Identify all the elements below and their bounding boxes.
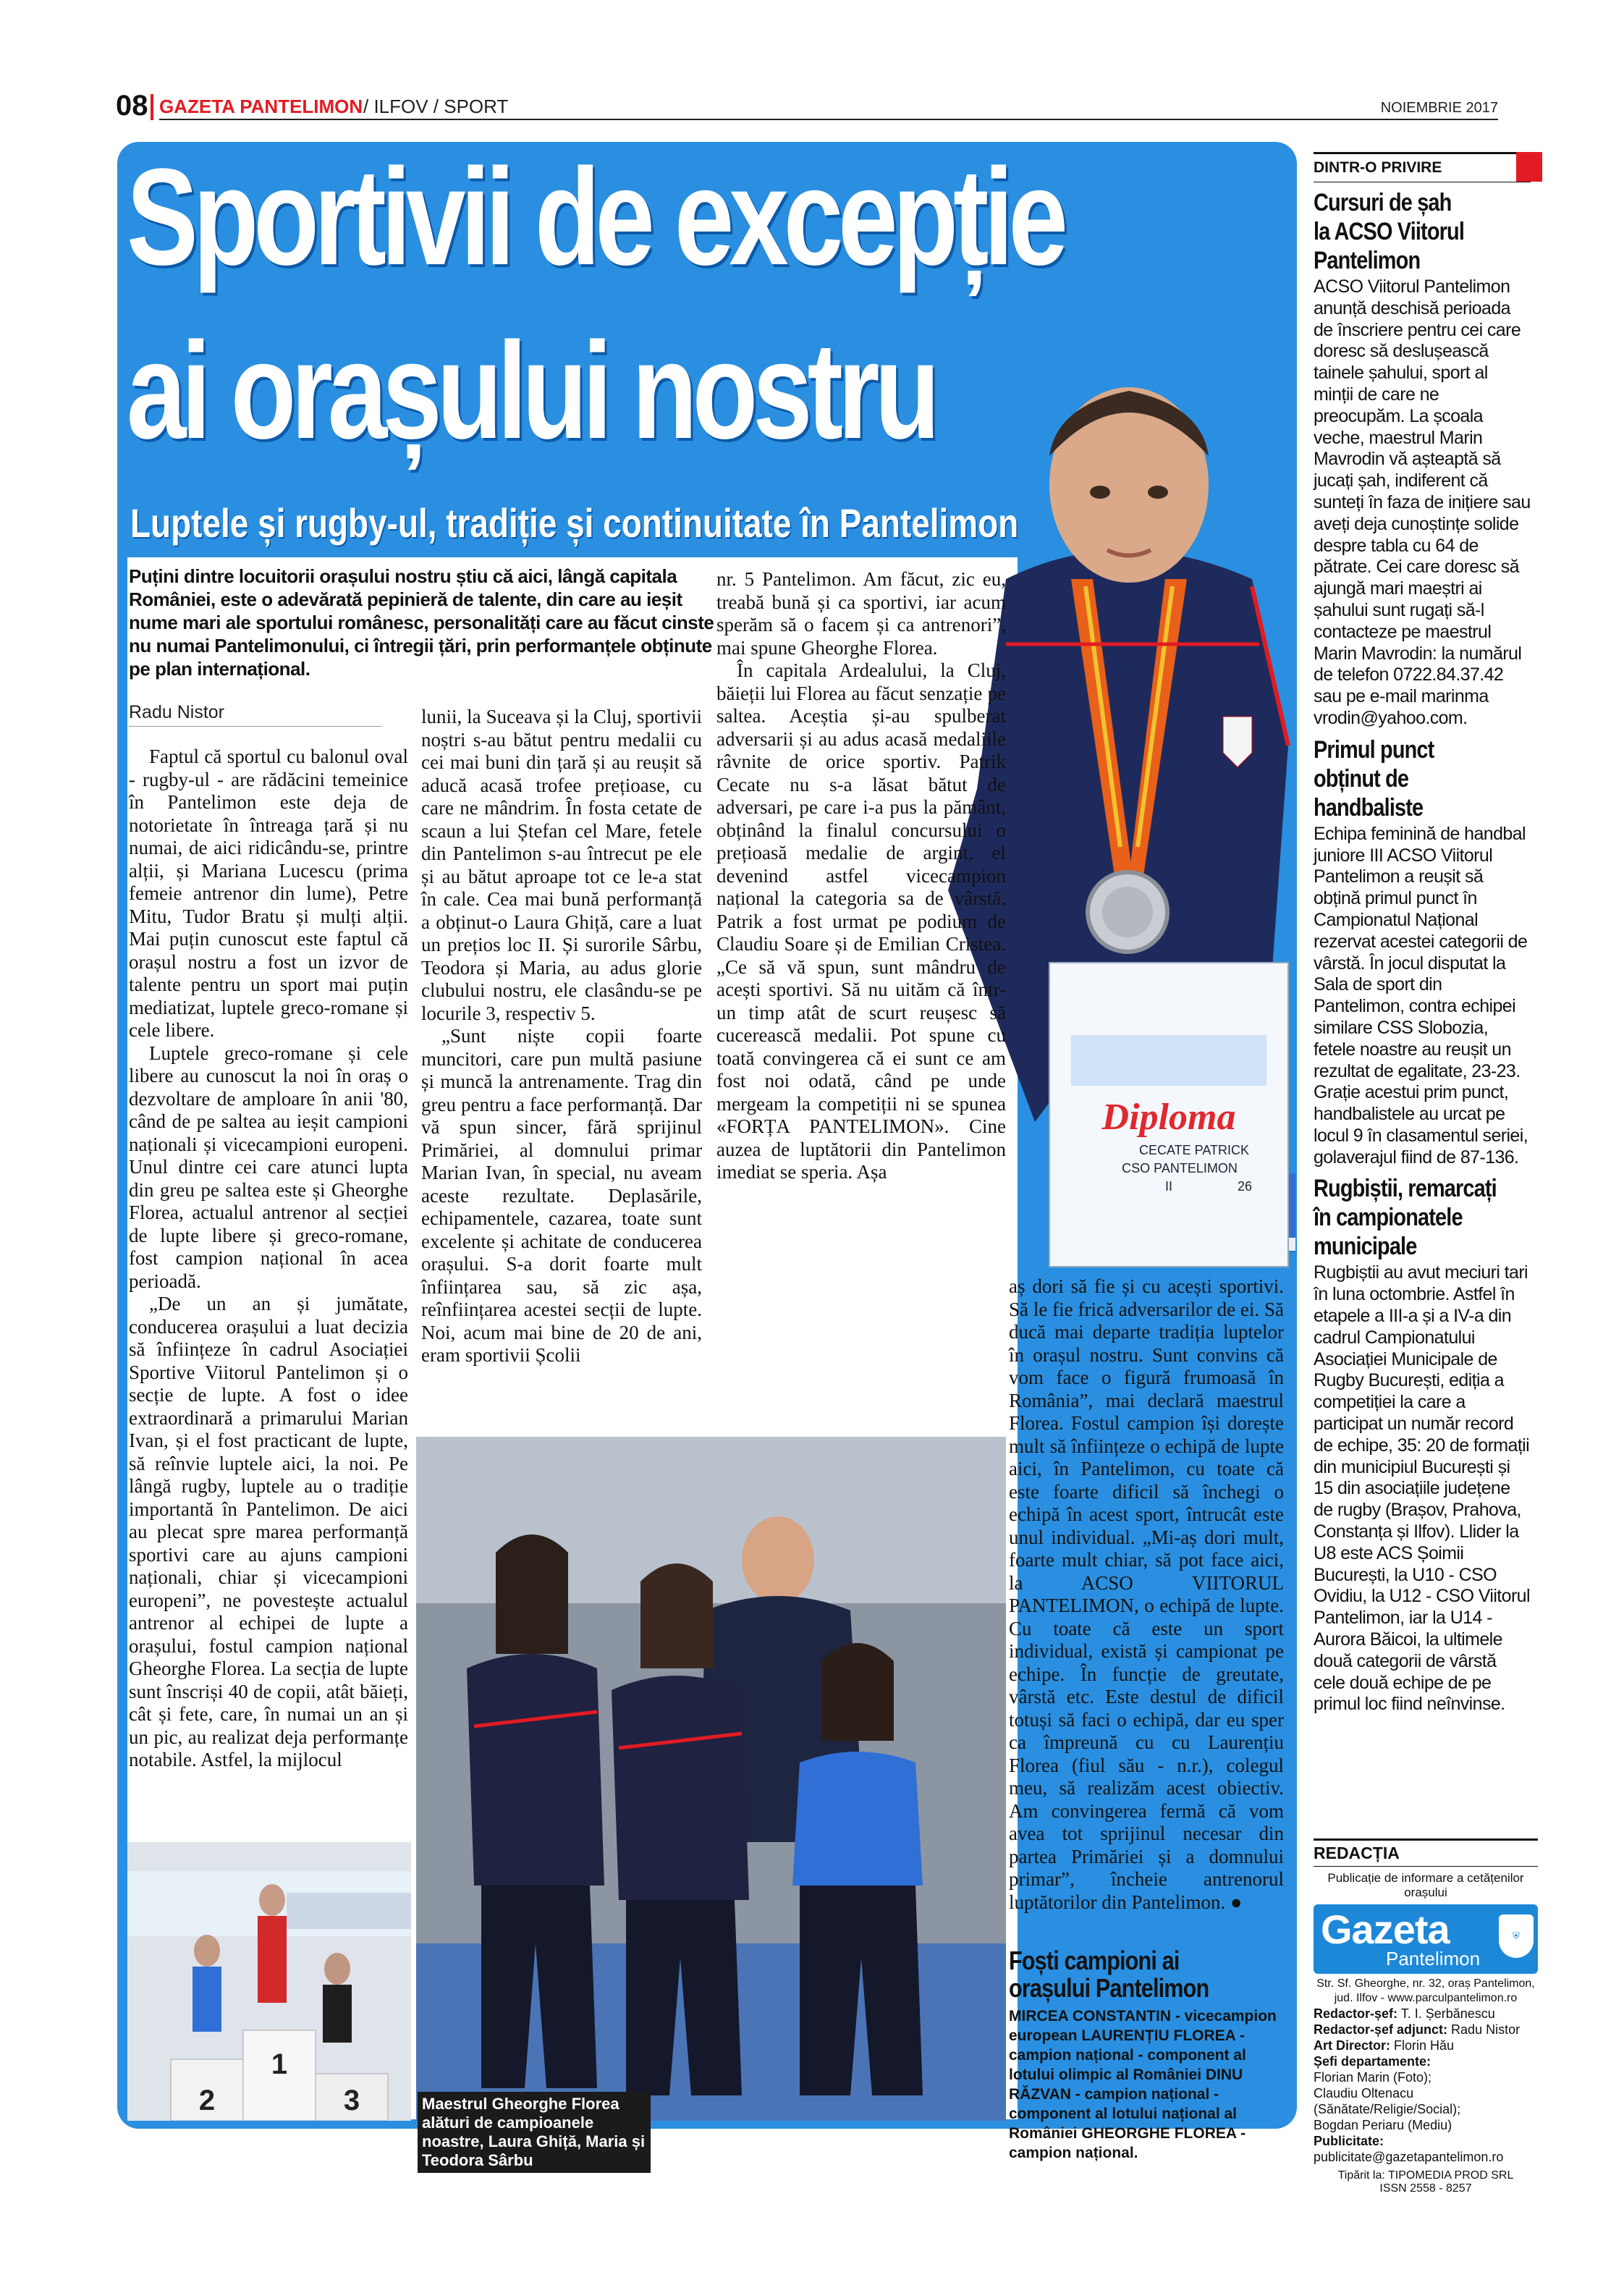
article-title-line-1: Sportivii de excepție	[127, 140, 1063, 294]
gazeta-logo	[1314, 1904, 1538, 1974]
paragraph: Faptul că sportul cu balonul oval - rugby-ul - are rădăcini temeinice în Pantelimon este deja de notorietate în întreaga țară și nu numai, de aici ridicându-se, printre alții, și Mariana Lucescu (prima femeie antrenor din lume), Petre Mitu, Tudor Bratu și mulți alții. Mai puțin cunoscut este faptul că orașul nostru a fost un izvor de talente pentru un sport mai puțin mediatizat, luptele greco-romane și cele libere.	[129, 746, 408, 1041]
paragraph: În capitala Ardealului, la Cluj, băieții lui Florea au făcut senzație pe saltea. Aceștia și-au spulberat adversarii și au adus acasă medaliile râvnite de orice sportiv. Patrik Cecate nu s-a lăsat bătut de adversari, pe care i-a pus la pământ, obținând la finalul concursului o prețioasă medalie de argint, el devenind astfel vicecampion național la categoria sa de vârstă. Patrik a fost urmat pe podium de Claudiu Soare și de Emilian Cristea. „Ce să vă spun, sunt mândru de acești sportivi. Să nu uităm că într-un timp atât de scurt reușesc să cucerească medalii. Pot spune cu toată convingerea că ei sunt ce am fost noi odată, când pe unde mergeam la competiții ni se spunea «FORȚA PANTELIMON». Cine auzea de luptătorii din Pantelimon imediat se speria. Așa	[716, 659, 1006, 1183]
diploma-category: 26	[1238, 1179, 1253, 1194]
article-column-4	[1009, 1275, 1284, 1914]
logo-sub-text: Pantelimon	[1386, 1948, 1481, 1969]
former-champions-list: MIRCEA CONSTANTIN - vicecampion european LAURENȚIU FLOREA - campion național - component al lotului olimpic al României DINU RĂZVAN - campion național - component al lotului național al României GHEORGHE FLOREA - campion național.	[1009, 2008, 1277, 2161]
diploma-name: CECATE PATRICK	[1138, 1143, 1250, 1157]
brief-title-chess-2: la ACSO Viitorul	[1314, 218, 1465, 245]
masthead-title: REDACȚIA	[1314, 1838, 1538, 1867]
paragraph: Luptele greco-romane și cele libere au cunoscut la noi în oraș o dezvoltare de amploare în anii '80, când de pe saltea au ieșit campioni naționali și vicecampioni europeni. Unul dintre cei care atunci lupta din greu pe saltea este și Gheorghe Florea, actualul antrenor al secției de lupte libere și greco-romane, fost campion național în acea perioadă.	[129, 1042, 408, 1292]
section-label: / ILFOV / SPORT	[363, 96, 509, 117]
photo-caption: Maestrul Gheorghe Florea alături de campioanele noastre, Laura Ghiță, Maria și Teodora Sârbu	[418, 2092, 651, 2173]
brief-title-rugby-2: în campionatele	[1314, 1204, 1463, 1232]
city-crest-icon: ⛨	[1499, 1914, 1534, 1958]
paragraph: „Sunt niște copii foarte muncitori, care pun multă pasiune și muncă la antrenamente. Trag din greu pentru a face performanță. Dar vă spun sincer, fără sprijinul Primăriei, al domnului primar Marian Ivan, în special, nu aveam aceste rezultate. Deplasările, echipamentele, cazarea, toate sunt excelente și achitate de conducerea orașului. S-a dorit foarte mult înființarea sau, să zic așa, reînființarea acestei secții de lupte. Noi, acum mai bine de 20 de ani, eram sportivii Școlii	[421, 1025, 702, 1366]
brief-title-handball-2: obținut de	[1314, 764, 1409, 793]
paragraph: lunii, la Suceava și la Cluj, sportivii noștri s-au bătut pentru medalii cu cei mai buni din țară și au reușit să aducă acasă trofee prețioase, cu care ne mândrim. În fosta cetate de scaun a lui Ștefan cel Mare, fetele din Pantelimon s-au întrecut pe ele și au bătut aproape tot ce le-a stat în cale. Cea mai bună performanță a obținut-o Laura Ghiță, care a luat un prețios loc II. Și surorile Sârbu, Teodora și Maria, au adus glorie clubului nostru, ele clasându-se pe locurile 3, respectiv 5.	[421, 706, 702, 1024]
printer-info: Tipărit la: TIPOMEDIA PROD SRL	[1337, 2169, 1514, 2182]
staff-row: Șefi departamente:	[1314, 2054, 1431, 2069]
masthead-tagline: Publicație de informare a cetățenilor orașului	[1327, 1871, 1524, 1899]
brief-title-chess-1: Cursuri de șah	[1314, 189, 1452, 216]
staff-row: Redactor-șef: T. I. Șerbănescu	[1314, 2006, 1495, 2021]
article-lead: Puțini dintre locuitorii orașului nostru știu că aici, lângă capitala României, este o adevărată pepinieră de talente, din care au ieșit nume mari ale sportului românesc, personalități care au făcut cinste nu numai Pantelimonului, ci întregii țări, prin performanțele obținute pe plan internațional.	[129, 565, 714, 680]
diploma-club: CSO PANTELIMON	[1122, 1161, 1238, 1175]
article-column-2	[421, 706, 702, 1367]
brief-title-rugby-3: municipale	[1314, 1233, 1417, 1261]
podium-number-2: 2	[198, 2085, 216, 2116]
brief-text-handball: Echipa feminină de handbal juniore III ACSO Viitorul Pantelimon a reușit să obțină primul punct în Campionatul Național rezervat acestei categorii de vârstă. În jocul disputat la Sala de sport din Pantelimon, contra echipei similare CSS Slobozia, fetele noastre au reușit un rezultat de egalitate, 23-23. Grație acestui prim punct, handbalistele au urcat pe locul 9 în clasamentul seriei, golaverajul fiind de 87-136.	[1314, 823, 1528, 1168]
sidebar-label: DINTR-O PRIVIRE	[1314, 159, 1442, 176]
podium-number-3: 3	[343, 2085, 360, 2116]
diploma-place: II	[1165, 1179, 1173, 1194]
brief-title-handball-3: handbaliste	[1314, 793, 1424, 822]
publication-name: GAZETA PANTELIMON	[159, 96, 363, 117]
article-title-line-2: ai orașului nostru	[127, 314, 936, 468]
logo-main-text: Gazeta	[1321, 1907, 1450, 1952]
page-number: 08	[116, 90, 148, 122]
former-champions-heading-1: Foști campioni ai	[1009, 1946, 1180, 1975]
brief-title-rugby-1: Rugbiștii, remarcați	[1314, 1175, 1497, 1203]
coach-and-girls-photo	[416, 1437, 1006, 2121]
masthead-box	[1314, 1838, 1538, 2195]
paragraph: „De un an și jumătate, conducerea orașului a luat decizia să înființeze în cadrul Asociației Sportive Viitorul Pantelimon și o secție de lupte. A fost o idee extraordinară a primarului Marian Ivan, și el fost practicant de lupte, să reînvie luptele aici, la noi. Pe lângă rugby, luptele au o tradiție importantă în Pantelimon. De aici au plecat spre marea performanță sportivi care au ajuns campioni naționali, chiar și vicecampioni europeni”, ne povestește actualul antrenor al echipei de lupte a orașului, fostul campion național Gheorghe Florea. La secția de lupte sunt înscriși 40 de copii, atât băieți, cât și fete, care, în numai un an și un pic, au realizat deja performanțe notabile. Astfel, la mijlocul	[129, 1293, 408, 1770]
paragraph: nr. 5 Pantelimon. Am făcut, zic eu, treabă bună și ca sportivi, iar acum sperăm să o facem și ca antrenori”, mai spune Gheorghe Florea.	[716, 568, 1006, 659]
header-red-bar	[151, 94, 153, 120]
brief-text-chess: ACSO Viitorul Pantelimon anunță deschisă perioada de înscriere pentru cei care doresc să deslușească tainele șahului, sport al minții de care ne preocupăm. La școala veche, maestrul Marin Mavrodin vă așteaptă să jucați șah, indiferent că sunteți în faza de inițiere sau aveți deja cunoștințe solide despre tabla cu 64 de pătrate. Cei care doresc să ajungă mari maeștri ai șahului sunt rugați să-l contacteze pe maestrul Marin Mavrodin: la numărul de telefon 0722.84.37.42 sau pe e-mail marinma vrodin@yahoo.com.	[1314, 276, 1531, 728]
page-header	[116, 90, 1498, 122]
author-byline: Radu Nistor	[129, 702, 382, 727]
podium-photo	[127, 1842, 411, 2121]
diploma-title: Diploma	[1101, 1097, 1236, 1138]
masthead-address: Str. Sf. Gheorghe, nr. 32, oraș Pantelimon, jud. Ilfov - www.parculpantelimon.ro	[1316, 1977, 1535, 2004]
sidebar-red-tab	[1516, 152, 1542, 182]
sidebar-brief	[1314, 152, 1531, 1715]
staff-row: Bogdan Periaru (Mediu)	[1314, 2118, 1452, 2132]
brief-text-rugby: Rugbiștii au avut meciuri tari în luna octombrie. Astfel în etapele a III-a și a IV-a din cadrul Campionatului Asociației Municipale de Rugby București, ediția a competiției la care a participat un număr record de echipe, 35: 20 de formații din municipiul București și 15 din asociațiile județene de rugby (Brașov, Prahova, Constanța și Ilfov). Llider la U8 este ACS Șoimii București, la U10 - CSO Ovidiu, la U12 - CSO Viitorul Pantelimon, iar la U14 - Aurora Băicoi, la ultimele două categorii de vârstă cele două echipe de pe primul loc fiind neînvinse.	[1314, 1262, 1530, 1715]
staff-row: Florian Marin (Foto);	[1314, 2070, 1432, 2085]
article-column-3	[716, 568, 1006, 1184]
staff-row: Claudiu Oltenacu (Sănătate/Religie/Social);	[1314, 2086, 1461, 2116]
podium-number-1: 1	[271, 2048, 288, 2080]
article-column-1	[129, 746, 408, 1772]
article-subtitle: Luptele și rugby-ul, tradiție și continuitate în Pantelimon	[130, 500, 1019, 546]
sidebar-header	[1314, 152, 1531, 182]
issue-date: NOIEMBRIE 2017	[1380, 100, 1498, 116]
staff-row: Redactor-șef adjunct: Radu Nistor	[1314, 2022, 1521, 2037]
header-rule	[159, 119, 1498, 120]
staff-row: Art Director: Florin Hău	[1314, 2038, 1455, 2053]
brief-title-chess-3: Pantelimon	[1314, 247, 1421, 274]
staff-row: Publicitate: publicitate@gazetapantelimon.ro	[1314, 2134, 1504, 2164]
brief-title-handball-1: Primul punct	[1314, 735, 1434, 764]
issn: ISSN 2558 - 8257	[1379, 2182, 1472, 2195]
former-champions-box	[1009, 1947, 1284, 2163]
paragraph: aș dori să fie și cu acești sportivi. Să le fie frică adversarilor de ei. Să ducă mai departe tradiția luptelor în orașul nostru. Sunt convins că vom face o figură frumoasă în România”, mai declară maestrul Florea. Fostul campion își dorește mult să înființeze o echipă de lupte aici, în Pantelimon, cu toate că este foarte dificil să închegi o echipă în acest sport, întrucât este unul individual. „Mi-aș dori mult, foarte mult chiar, să pot face aici, la ACSO VIITORUL PANTELIMON, o echipă de lupte. Cu toate că este un sport individual, există și campionat pe echipe. În funcție de greutate, vârstă etc. Este destul de dificil totuși să faci o echipă, dar eu sper ca împreună cu cu Laurențiu Florea (fiul său - n.r.), colegul meu, să realizăm acest obiectiv. Am convingerea fermă că vom avea tot sprijinul necesar din partea Primăriei și a domnului primar”, încheie antrenorul luptătorilor din Pantelimon. ●	[1009, 1275, 1284, 1913]
former-champions-heading-2: orașului Pantelimon	[1009, 1973, 1209, 2003]
